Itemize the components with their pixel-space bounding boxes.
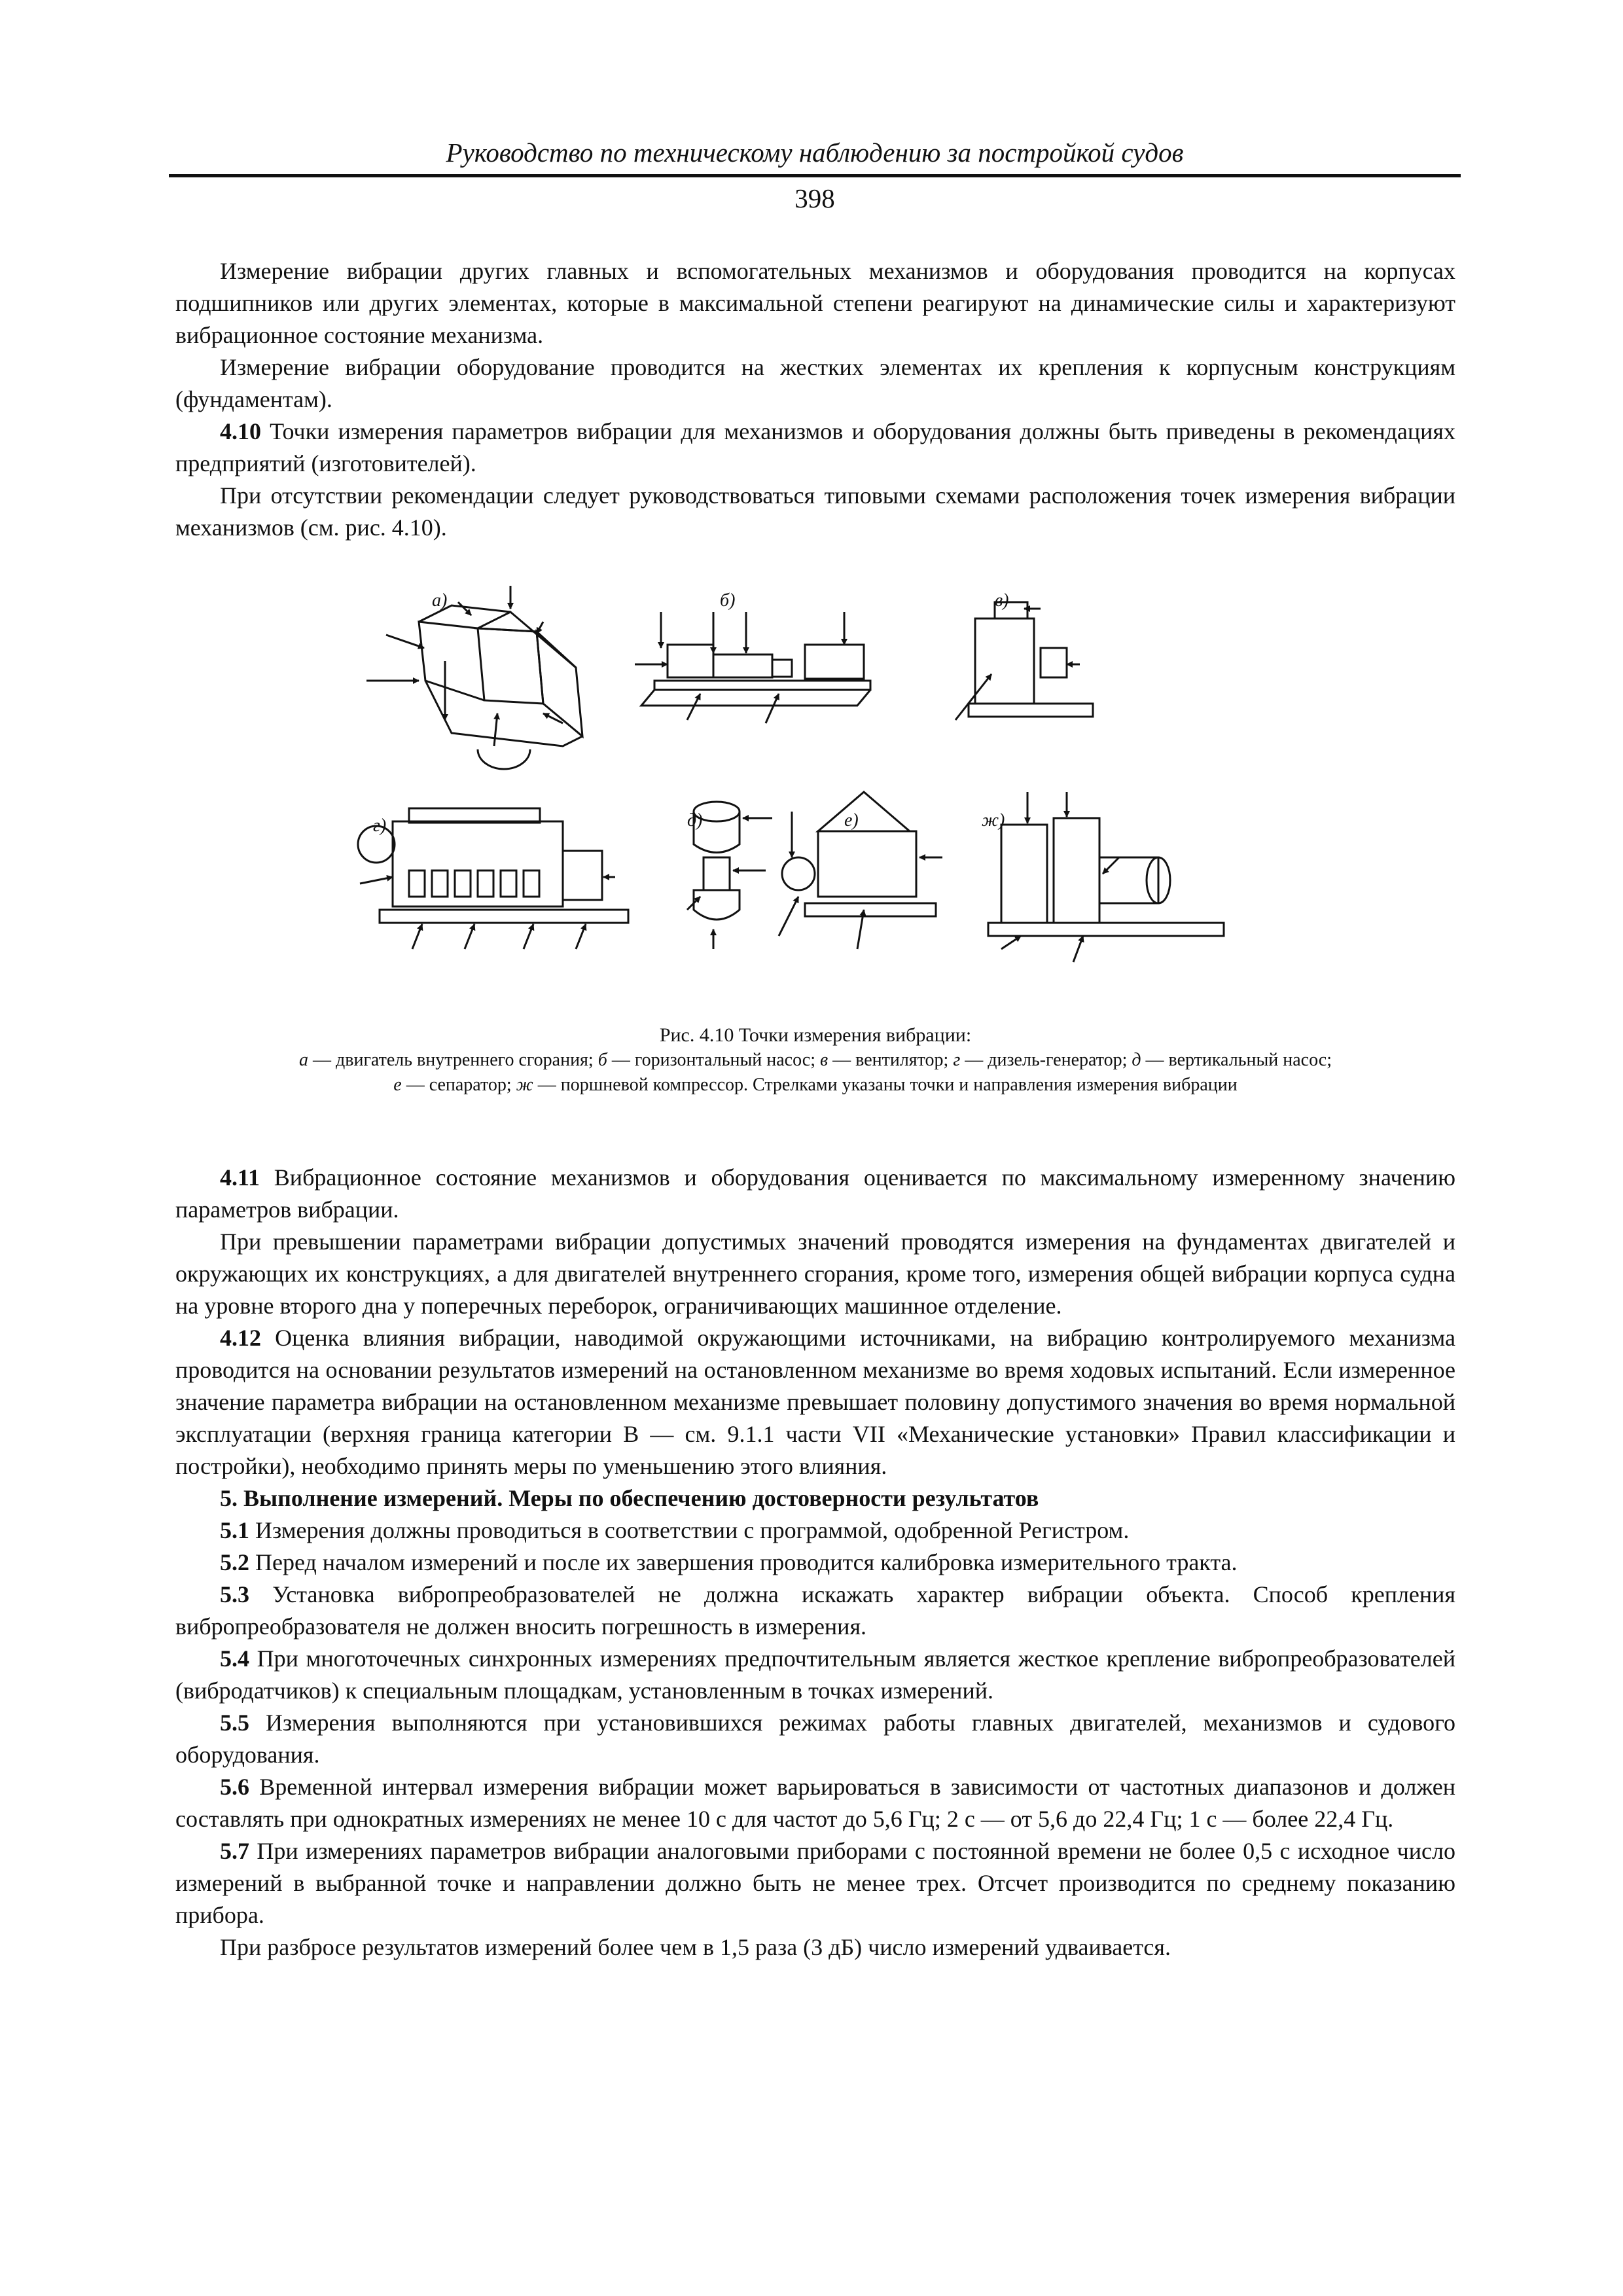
paragraph-5-3: 5.3 Установка вибропреобразователей не должна искажать характер вибрации объекта. Способ крепления вибропреобразователя не должен вносить погрешность в измерения. [175,1581,1455,1640]
paragraph-5-1: 5.1 Измерения должны проводиться в соответствии с программой, одобренной Регистром. [220,1517,1130,1543]
fan-drawing [955,602,1093,720]
paragraph-5-7: 5.7 При измерениях параметров вибрации аналоговыми приборами с постоянной времени не более 0,5 с исходное число измерений в выбранной точке и направлении должно быть не менее трех. Отсчет производится по среднему показанию прибора. [175,1838,1455,1928]
paragraph-5-4: 5.4 При многоточечных синхронных измерениях предпочтительным является жесткое крепление вибропреобразователей (вибродатчиков) к специальным площадкам, установленным в точках измерений. [175,1645,1455,1704]
figure-label-v: в) [995,590,1009,611]
paragraph: При превышении параметрами вибрации допустимых значений проводятся измерения на фундаментах двигателей и окружающих их конструкциях, а для двигателей внутреннего сгорания, кроме того, измерения общей вибрации корпуса судна на уровне второго дна у поперечных переборок, ограничивающих машинное отделение. [175,1229,1455,1319]
figure-caption [175,1023,1455,1098]
paragraph: При отсутствии рекомендации следует руководствоваться типовыми схемами расположения точек измерения вибрации механизмов (см. рис. 4.10). [175,482,1455,541]
main-text [175,1162,1455,1964]
paragraph: Измерение вибрации оборудование проводится на жестких элементах их крепления к корпусным конструкциям (фундаментам). [175,354,1455,412]
figure-label-b: б) [720,590,736,611]
figure-label-e: е) [844,810,859,831]
figure-label-a: а) [432,590,448,611]
figure-label-zh: ж) [982,810,1005,831]
page-number: 398 [794,183,835,213]
section-5-heading: 5. Выполнение измерений. Меры по обеспечению достоверности результатов [220,1485,1039,1511]
compressor-drawing [988,792,1224,962]
cylinder-row [409,870,539,897]
caption-legend-line-1: а — двигатель внутреннего сгорания; б — горизонтальный насос; в — вентилятор; г — дизель-генератор; д — вертикальный насос; [299,1050,1332,1070]
diesel-generator-drawing [358,808,628,949]
caption-legend-line-2: е — сепаратор; ж — поршневой компрессор. Стрелками указаны точки и направления измерения вибрации [393,1075,1238,1095]
paragraph-4-12: 4.12 Оценка влияния вибрации, наводимой окружающими источниками, на вибрацию контролируемого механизма проводится на основании результатов измерений на остановленном механизме во время ходовых испытаний. Если измеренное значение параметра вибрации на остановленном механизме превышает половину допустимого значения во время нормальной эксплуатации (верхняя граница категории В — см. 9.1.1 части VII «Механические установки» Правил классификации и постройки), необходимо принять меры по уменьшению этого влияния. [175,1325,1455,1479]
paragraph-5-6: 5.6 Временной интервал измерения вибрации может варьироваться в зависимости от частотных диапазонов и должен составлять при однократных измерениях не менее 10 с для частот до 5,6 Гц; 2 с — от 5,6 до 22,4 Гц; 1 с — более 22,4 Гц. [175,1774,1455,1832]
figure-4-10 [347,583,1329,988]
running-header: Руководство по техническому наблюдению за постройкой судов [446,137,1184,168]
paragraph-5-2: 5.2 Перед началом измерений и после их завершения проводится калибровка измерительного тракта. [220,1549,1238,1575]
horizontal-pump-drawing [635,612,870,723]
figure-label-d: д) [687,810,703,831]
section-number: 4.10 [220,418,261,444]
intro-text [175,255,1455,544]
paragraph-4-11: 4.11 Вибрационное состояние механизмов и оборудования оценивается по максимальному измеренному значению параметров вибрации. [175,1164,1455,1223]
engine-drawing [366,586,582,769]
figure-label-g: г) [373,816,387,836]
separator-drawing [779,792,942,949]
caption-title: Рис. 4.10 Точки измерения вибрации: [659,1024,972,1046]
paragraph-4-10: 4.10 Точки измерения параметров вибрации для механизмов и оборудования должны быть приведены в рекомендациях предприятий (изготовителей). [175,418,1455,476]
paragraph-5-5: 5.5 Измерения выполняются при установившихся режимах работы главных двигателей, механизмов и судового оборудования. [175,1710,1455,1768]
paragraph: При разбросе результатов измерений более чем в 1,5 раза (3 дБ) число измерений удваивается. [220,1934,1171,1960]
paragraph: Измерение вибрации других главных и вспомогательных механизмов и оборудования проводится на корпусах подшипников или других элементах, которые в максимальной степени реагируют на динамические силы и характеризуют вибрационное состояние механизма. [175,258,1455,348]
header-rule [169,174,1461,177]
